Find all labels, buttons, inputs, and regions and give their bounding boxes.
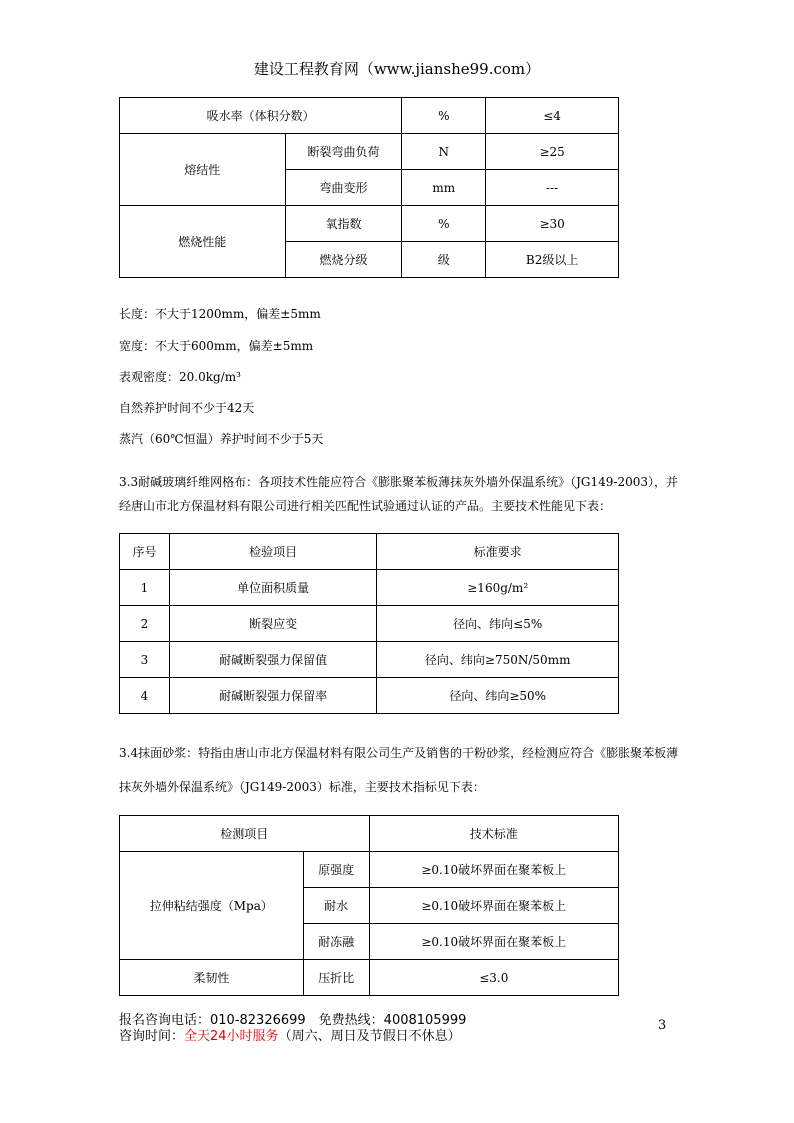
footer-hours-suffix: （周六、周日及节假日不休息） (278, 1029, 461, 1044)
table-row (120, 606, 619, 642)
table-cell: 断裂弯曲负荷 (285, 134, 402, 170)
spec-density: 表观密度：20.0kg/m³ (119, 370, 241, 384)
table-cell: 耐碱断裂强力保留值 (169, 642, 376, 678)
mesh-properties-table (119, 533, 619, 714)
table-cell: ≥0.10破坏界面在聚苯板上 (369, 888, 618, 924)
footer-phone: 报名咨询电话：010-82326699 免费热线：4008105999 (119, 1013, 467, 1028)
spec-natural-curing: 自然养护时间不少于42天 (119, 401, 255, 415)
table-cell: B2级以上 (486, 242, 619, 278)
table-row (120, 98, 619, 134)
page-number: 3 (658, 1018, 667, 1033)
spec-width: 宽度：不大于600mm，偏差±5mm (119, 339, 314, 353)
table-cell: 1 (120, 570, 170, 606)
table-header-cell: 标准要求 (377, 534, 619, 570)
table-cell: ≤3.0 (369, 960, 618, 996)
table-cell: N (402, 134, 486, 170)
table-cell: 耐冻融 (303, 924, 369, 960)
table-cell: 原强度 (303, 852, 369, 888)
spec-steam-curing: 蒸汽（60℃恒温）养护时间不少于5天 (119, 432, 324, 446)
table-cell: 径向、纬向≥50% (377, 678, 619, 714)
table-cell: 耐水 (303, 888, 369, 924)
table-cell: --- (486, 170, 619, 206)
page-header: 建设工程教育网（www.jianshe99.com） (253, 60, 541, 78)
table-cell: 4 (120, 678, 170, 714)
table-cell: 2 (120, 606, 170, 642)
table-cell: ≥25 (486, 134, 619, 170)
table-header-cell: 技术标准 (369, 816, 618, 852)
spec-length: 长度：不大于1200mm，偏差±5mm (119, 307, 321, 321)
table-cell: % (402, 98, 486, 134)
table-cell: 耐碱断裂强力保留率 (169, 678, 376, 714)
table-cell: 3 (120, 642, 170, 678)
table-header-cell: 检测项目 (120, 816, 370, 852)
table-row (120, 852, 619, 888)
table-header-row (120, 534, 619, 570)
table-cell: 级 (402, 242, 486, 278)
table-cell: % (402, 206, 486, 242)
footer-hours (119, 1029, 466, 1045)
table-cell: ≥160g/m² (377, 570, 619, 606)
table-cell: 柔韧性 (120, 960, 304, 996)
mortar-properties-table (119, 815, 619, 996)
table-cell: 燃烧性能 (120, 206, 286, 278)
section-3-4-paragraph: 3.4抹面砂浆：特指由唐山市北方保温材料有限公司生产及销售的干粉砂浆，经检测应符合《膨胀聚苯板薄抹灰外墙外保温系统》（JG149-2003）标准，主要技术指标见下表： (119, 746, 679, 794)
table-cell: 弯曲变形 (285, 170, 402, 206)
page-footer (119, 1013, 466, 1045)
table-cell: 熔结性 (120, 134, 286, 206)
table-cell: 径向、纬向≥750N/50mm (377, 642, 619, 678)
table-cell: 压折比 (303, 960, 369, 996)
table-cell: 径向、纬向≤5% (377, 606, 619, 642)
section-3-3-paragraph: 3.3耐碱玻璃纤维网格布：各项技术性能应符合《膨胀聚苯板薄抹灰外墙外保温系统》（JG149-2003），并经唐山市北方保温材料有限公司进行相关匹配性试验通过认证的产品。主要技术性能见下表： (119, 475, 678, 513)
table-cell: ≥30 (486, 206, 619, 242)
table-cell: 拉伸粘结强度（Mpa） (120, 852, 304, 960)
table-row (120, 570, 619, 606)
table-cell: 吸水率（体积分数） (120, 98, 402, 134)
table-row (120, 960, 619, 996)
table-header-cell: 序号 (120, 534, 170, 570)
table-cell: ≥0.10破坏界面在聚苯板上 (369, 924, 618, 960)
table-header-cell: 检验项目 (169, 534, 376, 570)
footer-hours-prefix: 咨询时间： (119, 1029, 185, 1044)
table-cell: ≥0.10破坏界面在聚苯板上 (369, 852, 618, 888)
material-properties-table (119, 97, 619, 278)
footer-hours-highlight: 全天24小时服务 (184, 1029, 279, 1044)
table-row (120, 134, 619, 170)
table-cell: 燃烧分级 (285, 242, 402, 278)
table-cell: 氧指数 (285, 206, 402, 242)
table-cell: mm (402, 170, 486, 206)
table-cell: 单位面积质量 (169, 570, 376, 606)
table-row (120, 678, 619, 714)
table-cell: ≤4 (486, 98, 619, 134)
table-cell: 断裂应变 (169, 606, 376, 642)
table-row (120, 206, 619, 242)
table-row (120, 642, 619, 678)
table-header-row (120, 816, 619, 852)
